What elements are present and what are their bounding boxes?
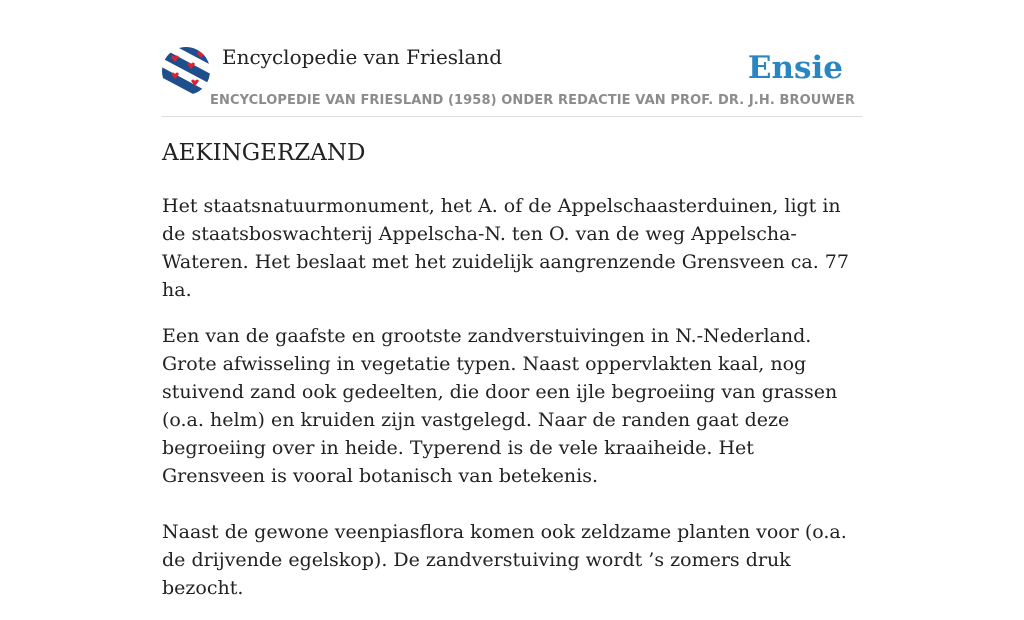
article-paragraph: Naast de gewone veenpiasflora komen ook zeldzame planten voor (o.a. de drijvende egelskop). De zandverstuiving wordt ’s zomers druk bezocht.: [162, 521, 847, 599]
encyclopedia-title[interactable]: Encyclopedie van Friesland: [222, 45, 503, 69]
article-body: [162, 192, 862, 620]
article-title: AEKINGERZAND: [162, 140, 366, 166]
ensie-logo-link[interactable]: Ensie: [747, 50, 843, 86]
encyclopedia-subtitle: ENCYCLOPEDIE VAN FRIESLAND (1958) ONDER REDACTIE VAN PROF. DR. J.H. BROUWER: [210, 93, 855, 108]
page: [162, 0, 862, 599]
article-paragraph: Het staatsnatuurmonument, het A. of de Appelschaasterduinen, ligt in de staatsboswachterij Appelscha-N. ten O. van de weg Appelscha-Wateren. Het beslaat met het zuidelijk aangrenzende Grensveen ca. 77 ha.: [162, 195, 849, 301]
friesland-flag-logo-icon[interactable]: [162, 47, 210, 95]
header: [162, 0, 862, 117]
article-paragraph: Een van de gaafste en grootste zandverstuivingen in N.-Nederland. Grote afwisseling in vegetatie typen. Naast oppervlakten kaal, nog stuivend zand ook gedeelten, die door een ijle begroeiing van grassen (o.a. helm) en kruiden zijn vastgelegd. Naar de randen gaat deze begroeiing over in heide. Typerend is de vele kraaiheide. Het Grensveen is vooral botanisch van betekenis.: [162, 325, 838, 487]
